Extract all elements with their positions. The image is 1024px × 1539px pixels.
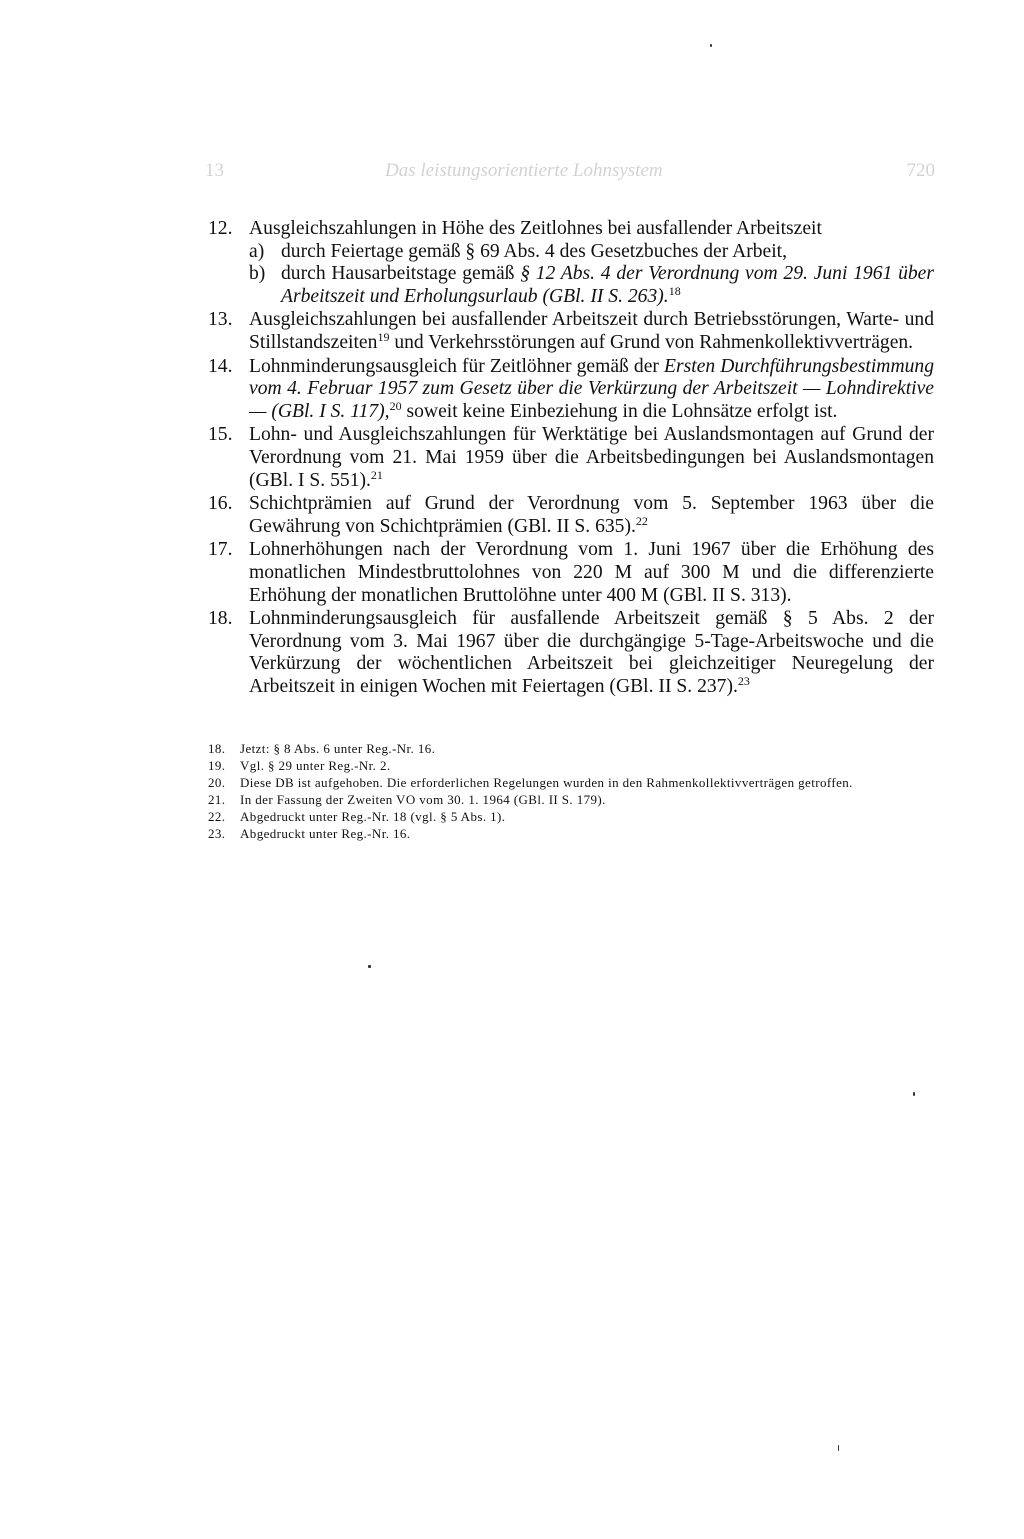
footnote-ref-20: 20 [389, 398, 402, 413]
scan-speck [913, 1092, 915, 1096]
item-text: Lohnerhöhungen nach der Verordnung vom 1. Juni 1967 über die Erhöhung des monatlichen Mindestbruttolohnes von 220 M auf 300 M und die differenzierte Erhöhung der monatlichen Bruttolöhne unter 400 M (GBl. II S. 313). [249, 539, 934, 606]
list-item-18 [208, 608, 934, 698]
footnote-18 [208, 741, 934, 757]
footnote-ref-23: 23 [737, 673, 750, 688]
item-text: Lohnminderungsausgleich für ausfallende Arbeitszeit gemäß § 5 Abs. 2 der Verordnung vom 3. Mai 1967 über die durchgängige 5-Tage-Arbeitswoche und die Verkürzung der wöchentlichen Arbeitszeit bei gleichzeitiger Neuregelung der Arbeitszeit in einigen Wochen mit Feiertagen (GBl. II S. 237). [249, 608, 934, 697]
footnote-21 [208, 792, 934, 808]
enumerated-list [208, 218, 934, 699]
item-text: Lohn- und Ausgleichszahlungen für Werktätige bei Auslandsmontagen auf Grund der Verordnung vom 21. Mai 1959 über die Arbeitsbedingungen bei Auslandsmontagen (GBl. I S. 551). [249, 424, 934, 491]
item-number: 12. [208, 218, 233, 239]
footnote-ref-19: 19 [377, 329, 390, 344]
scan-speck [368, 965, 371, 968]
item-number: 15. [208, 424, 233, 446]
footnote-text: Vgl. § 29 unter Reg.-Nr. 2. [240, 758, 391, 773]
sub-item-text: durch Hausarbeitstage gemäß [281, 263, 521, 285]
footnote-22 [208, 809, 934, 825]
item-text-cont: und Verkehrsstörungen auf Grund von Rahmenkollektivverträgen. [389, 331, 914, 353]
list-item-14 [208, 356, 934, 424]
item-number: 14. [208, 355, 233, 377]
footnote-number: 19. [208, 758, 226, 773]
footnote-number: 21. [208, 792, 226, 807]
running-title: Das leistungsorientierte Lohnsystem [385, 160, 663, 181]
item-number: 17. [208, 539, 233, 561]
list-item-12 [208, 218, 934, 308]
footnote-ref-18: 18 [668, 283, 681, 298]
footnote-number: 22. [208, 809, 226, 824]
sub-item-b [249, 263, 934, 308]
chapter-number: 13 [205, 160, 224, 181]
scan-speck [838, 1445, 839, 1451]
scan-speck [710, 44, 712, 47]
list-item-15 [208, 424, 934, 492]
legal-citation: § 12 Abs. 4 der Verordnung vom 29. Juni 1961 über Arbeitszeit und Erholungsurlaub (GBl. II S. 263). [281, 263, 934, 307]
footnote-19 [208, 758, 934, 774]
footnote-number: 20. [208, 775, 226, 790]
footnote-text: Diese DB ist aufgehoben. Die erforderlichen Regelungen wurden in den Rahmenkollektivverträgen getroffen. [240, 775, 853, 790]
item-text: Ausgleichszahlungen bei ausfallender Arbeitszeit durch Betriebsstörungen, Warte- und Stillstandszeiten [249, 309, 934, 353]
item-number: 18. [208, 608, 233, 630]
item-text: Lohnminderungsausgleich für Zeitlöhner gemäß der [249, 355, 665, 377]
list-item-13 [208, 309, 934, 354]
item-number: 13. [208, 309, 233, 331]
list-item-16 [208, 493, 934, 538]
footnote-text: Jetzt: § 8 Abs. 6 unter Reg.-Nr. 16. [240, 741, 436, 756]
footnote-23 [208, 826, 934, 842]
legal-citation: Ersten Durchführungsbestimmung vom 4. Februar 1957 zum Gesetz über die Verkürzung der Arbeitszeit — Lohndirektive — (GBl. I S. 117), [249, 355, 934, 422]
item-number: 16. [208, 493, 233, 515]
footnote-text: Abgedruckt unter Reg.-Nr. 16. [240, 826, 411, 841]
item-text: Schichtprämien auf Grund der Verordnung vom 5. September 1963 über die Gewährung von Schichtprämien (GBl. II S. 635). [249, 493, 934, 537]
sub-item-text: durch Feiertage gemäß § 69 Abs. 4 des Gesetzbuches der Arbeit, [281, 240, 788, 262]
item-text-cont: soweit keine Einbeziehung in die Lohnsätze erfolgt ist. [401, 400, 838, 422]
footnote-number: 18. [208, 741, 226, 756]
page-number: 720 [906, 160, 935, 181]
footnote-ref-22: 22 [635, 513, 648, 528]
footnote-ref-21: 21 [370, 467, 383, 482]
footnote-text: In der Fassung der Zweiten VO vom 30. 1. 1964 (GBl. II S. 179). [240, 792, 606, 807]
footnote-text: Abgedruckt unter Reg.-Nr. 18 (vgl. § 5 Abs. 1). [240, 809, 506, 824]
item-text: Ausgleichszahlungen in Höhe des Zeitlohnes bei ausfallender Arbeitszeit [249, 218, 822, 239]
footnote-20 [208, 775, 934, 791]
sub-item-letter: a) [249, 240, 265, 262]
sub-item-letter: b) [249, 263, 266, 285]
footnote-number: 23. [208, 826, 226, 841]
sub-item-a [249, 241, 934, 264]
running-header [205, 160, 935, 184]
footnotes [208, 741, 934, 843]
list-item-17 [208, 539, 934, 607]
